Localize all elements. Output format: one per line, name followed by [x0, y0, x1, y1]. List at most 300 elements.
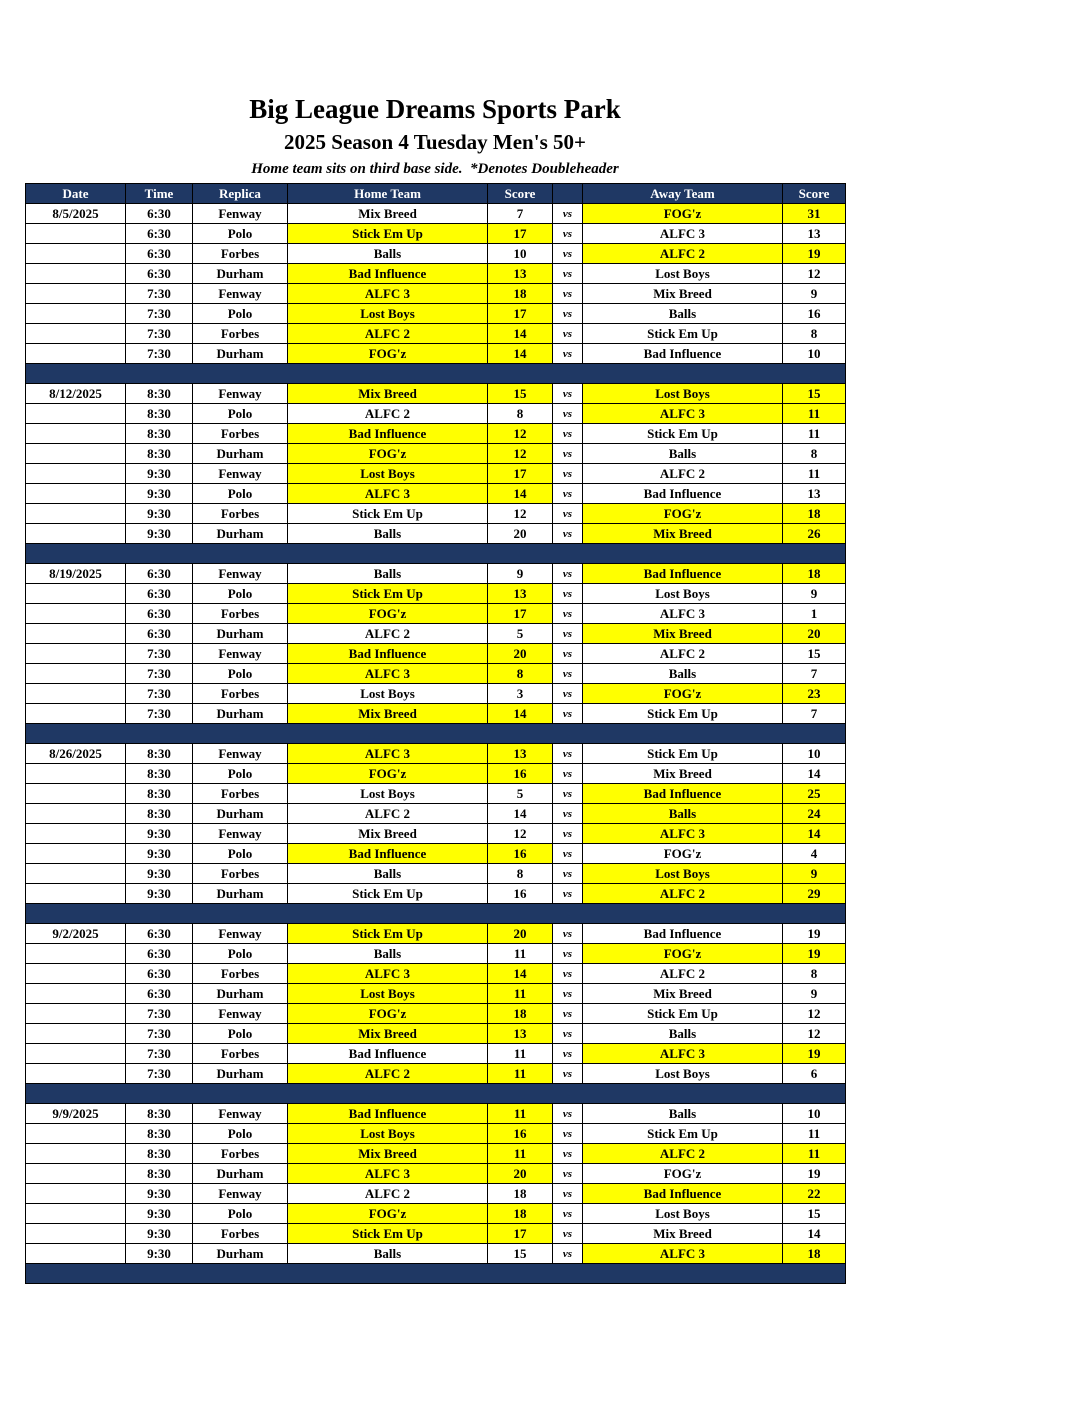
section-divider-row — [26, 1084, 846, 1104]
away-score-cell: 9 — [783, 984, 846, 1004]
header-home-score: Score — [488, 184, 553, 204]
home-team-cell: Bad Influence — [288, 1104, 488, 1124]
home-team-cell: Lost Boys — [288, 304, 488, 324]
game-row — [26, 404, 846, 424]
away-score-cell: 16 — [783, 304, 846, 324]
game-row — [26, 464, 846, 484]
home-score-cell: 12 — [488, 424, 553, 444]
home-team-cell: Bad Influence — [288, 644, 488, 664]
date-cell — [26, 804, 126, 824]
table-body — [26, 204, 846, 1284]
date-cell: 8/26/2025 — [26, 744, 126, 764]
home-team-cell: Lost Boys — [288, 1124, 488, 1144]
vs-cell: vs — [553, 1064, 583, 1084]
away-team-cell: Mix Breed — [583, 524, 783, 544]
date-cell — [26, 1124, 126, 1144]
date-cell — [26, 344, 126, 364]
vs-cell: vs — [553, 304, 583, 324]
away-team-cell: FOG'z — [583, 204, 783, 224]
date-cell — [26, 404, 126, 424]
away-score-cell: 14 — [783, 764, 846, 784]
date-cell — [26, 624, 126, 644]
header-replica: Replica — [193, 184, 288, 204]
vs-cell: vs — [553, 764, 583, 784]
time-cell: 9:30 — [126, 524, 193, 544]
date-cell — [26, 844, 126, 864]
away-team-cell: ALFC 3 — [583, 1044, 783, 1064]
section-divider-row — [26, 904, 846, 924]
away-team-cell: Balls — [583, 1024, 783, 1044]
home-score-cell: 11 — [488, 984, 553, 1004]
away-team-cell: Mix Breed — [583, 624, 783, 644]
home-score-cell: 17 — [488, 464, 553, 484]
replica-cell: Fenway — [193, 204, 288, 224]
time-cell: 7:30 — [126, 1004, 193, 1024]
home-team-cell: Bad Influence — [288, 264, 488, 284]
time-cell: 7:30 — [126, 324, 193, 344]
header-vs — [553, 184, 583, 204]
game-row — [26, 1064, 846, 1084]
replica-cell: Polo — [193, 664, 288, 684]
game-row — [26, 1184, 846, 1204]
away-score-cell: 8 — [783, 444, 846, 464]
game-row — [26, 804, 846, 824]
vs-cell: vs — [553, 684, 583, 704]
time-cell: 9:30 — [126, 864, 193, 884]
game-row — [26, 1224, 846, 1244]
away-team-cell: ALFC 3 — [583, 824, 783, 844]
vs-cell: vs — [553, 1024, 583, 1044]
game-row — [26, 444, 846, 464]
header-row — [26, 184, 846, 204]
away-team-cell: ALFC 2 — [583, 964, 783, 984]
date-cell — [26, 1164, 126, 1184]
header-time: Time — [126, 184, 193, 204]
replica-cell: Fenway — [193, 644, 288, 664]
away-team-cell: FOG'z — [583, 944, 783, 964]
away-score-cell: 12 — [783, 1004, 846, 1024]
vs-cell: vs — [553, 504, 583, 524]
game-row — [26, 344, 846, 364]
away-score-cell: 26 — [783, 524, 846, 544]
home-score-cell: 8 — [488, 664, 553, 684]
vs-cell: vs — [553, 484, 583, 504]
game-row — [26, 1244, 846, 1264]
home-score-cell: 16 — [488, 884, 553, 904]
section-divider — [26, 1264, 846, 1284]
section-divider — [26, 544, 846, 564]
replica-cell: Forbes — [193, 424, 288, 444]
away-team-cell: Stick Em Up — [583, 704, 783, 724]
vs-cell: vs — [553, 424, 583, 444]
replica-cell: Durham — [193, 804, 288, 824]
home-team-cell: Balls — [288, 244, 488, 264]
home-score-cell: 17 — [488, 604, 553, 624]
home-team-cell: Mix Breed — [288, 704, 488, 724]
replica-cell: Fenway — [193, 924, 288, 944]
game-row — [26, 244, 846, 264]
away-score-cell: 24 — [783, 804, 846, 824]
home-team-cell: ALFC 3 — [288, 744, 488, 764]
time-cell: 9:30 — [126, 484, 193, 504]
game-row — [26, 604, 846, 624]
away-score-cell: 15 — [783, 1204, 846, 1224]
table-header — [26, 184, 846, 204]
section-divider — [26, 364, 846, 384]
home-score-cell: 3 — [488, 684, 553, 704]
away-score-cell: 23 — [783, 684, 846, 704]
home-score-cell: 18 — [488, 1204, 553, 1224]
away-score-cell: 11 — [783, 424, 846, 444]
time-cell: 9:30 — [126, 464, 193, 484]
replica-cell: Polo — [193, 844, 288, 864]
away-team-cell: Stick Em Up — [583, 744, 783, 764]
away-score-cell: 11 — [783, 1144, 846, 1164]
date-cell — [26, 584, 126, 604]
section-divider-row — [26, 544, 846, 564]
time-cell: 8:30 — [126, 1124, 193, 1144]
home-score-cell: 13 — [488, 264, 553, 284]
home-team-cell: FOG'z — [288, 604, 488, 624]
time-cell: 6:30 — [126, 964, 193, 984]
replica-cell: Fenway — [193, 744, 288, 764]
away-score-cell: 19 — [783, 944, 846, 964]
home-team-cell: Mix Breed — [288, 1144, 488, 1164]
away-score-cell: 19 — [783, 924, 846, 944]
vs-cell: vs — [553, 404, 583, 424]
game-row — [26, 484, 846, 504]
away-team-cell: Balls — [583, 444, 783, 464]
date-cell: 8/5/2025 — [26, 204, 126, 224]
home-score-cell: 18 — [488, 1184, 553, 1204]
home-team-cell: Stick Em Up — [288, 224, 488, 244]
home-team-cell: FOG'z — [288, 344, 488, 364]
time-cell: 7:30 — [126, 304, 193, 324]
away-score-cell: 9 — [783, 584, 846, 604]
home-team-cell: Stick Em Up — [288, 584, 488, 604]
time-cell: 6:30 — [126, 604, 193, 624]
home-score-cell: 20 — [488, 644, 553, 664]
home-team-cell: Bad Influence — [288, 844, 488, 864]
vs-cell: vs — [553, 1164, 583, 1184]
vs-cell: vs — [553, 624, 583, 644]
replica-cell: Fenway — [193, 824, 288, 844]
date-cell — [26, 944, 126, 964]
home-score-cell: 5 — [488, 624, 553, 644]
game-row — [26, 224, 846, 244]
vs-cell: vs — [553, 824, 583, 844]
time-cell: 7:30 — [126, 1044, 193, 1064]
away-score-cell: 12 — [783, 1024, 846, 1044]
vs-cell: vs — [553, 984, 583, 1004]
time-cell: 7:30 — [126, 344, 193, 364]
time-cell: 9:30 — [126, 1244, 193, 1264]
home-team-cell: Balls — [288, 524, 488, 544]
time-cell: 6:30 — [126, 944, 193, 964]
vs-cell: vs — [553, 1184, 583, 1204]
replica-cell: Durham — [193, 624, 288, 644]
home-team-cell: Bad Influence — [288, 1044, 488, 1064]
replica-cell: Durham — [193, 984, 288, 1004]
away-team-cell: ALFC 2 — [583, 1144, 783, 1164]
replica-cell: Forbes — [193, 324, 288, 344]
away-score-cell: 12 — [783, 264, 846, 284]
vs-cell: vs — [553, 744, 583, 764]
away-team-cell: ALFC 2 — [583, 244, 783, 264]
date-cell — [26, 1244, 126, 1264]
away-score-cell: 25 — [783, 784, 846, 804]
home-team-cell: ALFC 2 — [288, 804, 488, 824]
replica-cell: Durham — [193, 1244, 288, 1264]
time-cell: 9:30 — [126, 824, 193, 844]
home-team-cell: Stick Em Up — [288, 1224, 488, 1244]
vs-cell: vs — [553, 1044, 583, 1064]
home-score-cell: 5 — [488, 784, 553, 804]
time-cell: 6:30 — [126, 244, 193, 264]
time-cell: 8:30 — [126, 384, 193, 404]
vs-cell: vs — [553, 664, 583, 684]
vs-cell: vs — [553, 604, 583, 624]
away-team-cell: ALFC 3 — [583, 1244, 783, 1264]
game-row — [26, 644, 846, 664]
date-cell — [26, 704, 126, 724]
away-team-cell: Mix Breed — [583, 984, 783, 1004]
home-score-cell: 8 — [488, 864, 553, 884]
time-cell: 7:30 — [126, 684, 193, 704]
home-team-cell: ALFC 3 — [288, 484, 488, 504]
away-score-cell: 1 — [783, 604, 846, 624]
vs-cell: vs — [553, 964, 583, 984]
game-row — [26, 1164, 846, 1184]
vs-cell: vs — [553, 444, 583, 464]
date-cell — [26, 304, 126, 324]
game-row — [26, 1044, 846, 1064]
replica-cell: Polo — [193, 584, 288, 604]
time-cell: 7:30 — [126, 664, 193, 684]
time-cell: 8:30 — [126, 444, 193, 464]
date-cell — [26, 604, 126, 624]
away-team-cell: Lost Boys — [583, 864, 783, 884]
vs-cell: vs — [553, 244, 583, 264]
game-row — [26, 964, 846, 984]
away-team-cell: Mix Breed — [583, 1224, 783, 1244]
date-cell — [26, 784, 126, 804]
vs-cell: vs — [553, 284, 583, 304]
date-cell: 9/9/2025 — [26, 1104, 126, 1124]
away-team-cell: ALFC 3 — [583, 404, 783, 424]
replica-cell: Polo — [193, 1024, 288, 1044]
game-row — [26, 1124, 846, 1144]
home-score-cell: 17 — [488, 224, 553, 244]
game-row — [26, 744, 846, 764]
game-row — [26, 944, 846, 964]
time-cell: 8:30 — [126, 424, 193, 444]
home-score-cell: 16 — [488, 764, 553, 784]
time-cell: 9:30 — [126, 504, 193, 524]
replica-cell: Polo — [193, 1204, 288, 1224]
game-row — [26, 264, 846, 284]
game-row — [26, 984, 846, 1004]
date-cell — [26, 1204, 126, 1224]
vs-cell: vs — [553, 864, 583, 884]
section-divider-row — [26, 364, 846, 384]
away-team-cell: Stick Em Up — [583, 1004, 783, 1024]
replica-cell: Durham — [193, 524, 288, 544]
away-score-cell: 31 — [783, 204, 846, 224]
home-score-cell: 14 — [488, 484, 553, 504]
time-cell: 8:30 — [126, 744, 193, 764]
date-cell — [26, 664, 126, 684]
home-score-cell: 17 — [488, 1224, 553, 1244]
vs-cell: vs — [553, 784, 583, 804]
game-row — [26, 524, 846, 544]
replica-cell: Forbes — [193, 504, 288, 524]
date-cell — [26, 1024, 126, 1044]
home-score-cell: 13 — [488, 744, 553, 764]
home-score-cell: 15 — [488, 1244, 553, 1264]
away-score-cell: 29 — [783, 884, 846, 904]
time-cell: 8:30 — [126, 764, 193, 784]
home-team-cell: FOG'z — [288, 444, 488, 464]
away-score-cell: 18 — [783, 564, 846, 584]
replica-cell: Durham — [193, 344, 288, 364]
section-divider — [26, 1084, 846, 1104]
away-team-cell: Bad Influence — [583, 784, 783, 804]
replica-cell: Durham — [193, 444, 288, 464]
home-score-cell: 13 — [488, 584, 553, 604]
vs-cell: vs — [553, 224, 583, 244]
away-team-cell: FOG'z — [583, 1164, 783, 1184]
time-cell: 8:30 — [126, 784, 193, 804]
game-row — [26, 684, 846, 704]
home-score-cell: 20 — [488, 924, 553, 944]
home-team-cell: ALFC 3 — [288, 284, 488, 304]
away-team-cell: Bad Influence — [583, 1184, 783, 1204]
home-score-cell: 11 — [488, 1144, 553, 1164]
section-divider — [26, 724, 846, 744]
date-cell — [26, 444, 126, 464]
replica-cell: Forbes — [193, 1044, 288, 1064]
home-score-cell: 12 — [488, 444, 553, 464]
vs-cell: vs — [553, 1144, 583, 1164]
away-team-cell: Lost Boys — [583, 264, 783, 284]
time-cell: 9:30 — [126, 884, 193, 904]
game-row — [26, 1144, 846, 1164]
replica-cell: Forbes — [193, 1144, 288, 1164]
date-cell — [26, 644, 126, 664]
away-team-cell: FOG'z — [583, 844, 783, 864]
away-score-cell: 8 — [783, 324, 846, 344]
date-cell — [26, 224, 126, 244]
home-team-cell: Balls — [288, 944, 488, 964]
game-row — [26, 324, 846, 344]
away-team-cell: ALFC 2 — [583, 644, 783, 664]
home-score-cell: 17 — [488, 304, 553, 324]
game-row — [26, 924, 846, 944]
away-score-cell: 10 — [783, 744, 846, 764]
away-score-cell: 6 — [783, 1064, 846, 1084]
home-team-cell: Mix Breed — [288, 1024, 488, 1044]
date-cell — [26, 244, 126, 264]
home-score-cell: 7 — [488, 204, 553, 224]
time-cell: 6:30 — [126, 584, 193, 604]
home-team-cell: Balls — [288, 564, 488, 584]
date-cell — [26, 264, 126, 284]
replica-cell: Durham — [193, 704, 288, 724]
vs-cell: vs — [553, 1204, 583, 1224]
replica-cell: Fenway — [193, 1184, 288, 1204]
home-team-cell: Mix Breed — [288, 204, 488, 224]
time-cell: 8:30 — [126, 1104, 193, 1124]
vs-cell: vs — [553, 804, 583, 824]
replica-cell: Forbes — [193, 684, 288, 704]
home-team-cell: ALFC 2 — [288, 1184, 488, 1204]
header-home-team: Home Team — [288, 184, 488, 204]
home-team-cell: Lost Boys — [288, 984, 488, 1004]
date-cell — [26, 484, 126, 504]
time-cell: 6:30 — [126, 204, 193, 224]
date-cell — [26, 684, 126, 704]
replica-cell: Durham — [193, 1164, 288, 1184]
away-score-cell: 18 — [783, 1244, 846, 1264]
time-cell: 7:30 — [126, 1064, 193, 1084]
replica-cell: Polo — [193, 404, 288, 424]
header-away-team: Away Team — [583, 184, 783, 204]
away-score-cell: 15 — [783, 384, 846, 404]
away-score-cell: 14 — [783, 1224, 846, 1244]
home-team-cell: Lost Boys — [288, 684, 488, 704]
away-score-cell: 14 — [783, 824, 846, 844]
vs-cell: vs — [553, 1124, 583, 1144]
home-team-cell: Stick Em Up — [288, 884, 488, 904]
away-team-cell: ALFC 2 — [583, 884, 783, 904]
schedule-table — [25, 183, 846, 1284]
page-subtitle: 2025 Season 4 Tuesday Men's 50+ — [284, 130, 586, 155]
away-team-cell: Balls — [583, 304, 783, 324]
vs-cell: vs — [553, 464, 583, 484]
away-score-cell: 13 — [783, 484, 846, 504]
replica-cell: Fenway — [193, 1004, 288, 1024]
home-team-cell: FOG'z — [288, 764, 488, 784]
home-score-cell: 11 — [488, 1044, 553, 1064]
away-score-cell: 15 — [783, 644, 846, 664]
time-cell: 7:30 — [126, 644, 193, 664]
home-team-cell: Stick Em Up — [288, 504, 488, 524]
home-score-cell: 14 — [488, 324, 553, 344]
away-score-cell: 11 — [783, 1124, 846, 1144]
date-cell — [26, 1224, 126, 1244]
away-team-cell: Mix Breed — [583, 284, 783, 304]
replica-cell: Fenway — [193, 564, 288, 584]
home-score-cell: 18 — [488, 284, 553, 304]
time-cell: 6:30 — [126, 224, 193, 244]
replica-cell: Fenway — [193, 1104, 288, 1124]
replica-cell: Forbes — [193, 604, 288, 624]
game-row — [26, 1204, 846, 1224]
vs-cell: vs — [553, 644, 583, 664]
date-cell — [26, 324, 126, 344]
game-row — [26, 704, 846, 724]
away-score-cell: 10 — [783, 344, 846, 364]
away-team-cell: Lost Boys — [583, 584, 783, 604]
vs-cell: vs — [553, 264, 583, 284]
game-row — [26, 304, 846, 324]
away-team-cell: Lost Boys — [583, 1204, 783, 1224]
replica-cell: Polo — [193, 944, 288, 964]
replica-cell: Durham — [193, 1064, 288, 1084]
vs-cell: vs — [553, 704, 583, 724]
date-cell: 8/12/2025 — [26, 384, 126, 404]
